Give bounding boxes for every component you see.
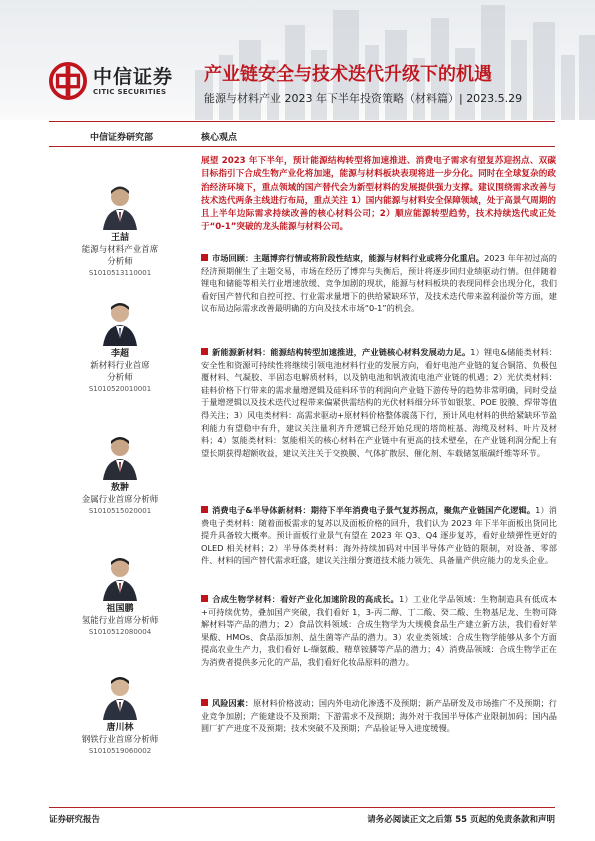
analyst-card [60,432,180,517]
bullet-square-icon [201,699,208,706]
section-body: 1）锂电&储能类材料：安全性和资源可持续性将继续引领电池材料行业的发展方向，看好电池产业链的复合铜箔、负极包覆材料、气凝胶、半固态电解质材料，以及钠电池和钒液流电池产业链的机遇；2）光伏类材料：硅料价格下行带来的需求量增逻辑及硅料环节的利润向产业链下游传导的趋势非常明确，同时受益于量增逻辑以及技术迭代过程带来偏紧供需结构的光伏材料细分环节如银浆、POE 胶膜、焊带等值得关注；3）风电类材料：高需求驱动+原材料价格整体震荡下行，预计风电材料的供给紧缺环节盈利能力有望稳中有升，建议关注量利齐升逻辑已经开始兑现的塔筒桩基、海缆及材料、叶片及材料；4）氢能类材料：氢能相关的核心材料在产业链中有更高的技术壁垒，在产业链利润分配上有望长期获得超额收益，建议关注关于交换膜、气体扩散层、催化剂、车载储氢瓶碳纤维等环节。 [201,347,557,458]
analyst-photo-icon [100,432,140,480]
logo-english-name: CITIC SECURITIES [93,88,167,96]
header-divider [49,121,555,122]
analyst-license-id: S1010515020001 [88,507,152,515]
analyst-name: 李超 [110,349,129,359]
analyst-title-line2: 分析师 [107,373,133,383]
analyst-title: 钢铁行业首席分析师 [81,735,159,745]
analyst-title: 氢能行业首席分析师 [81,616,159,626]
analyst-name: 祖国鹏 [106,604,134,614]
analyst-photo-icon [100,182,140,230]
analyst-card [60,298,180,395]
core-views-summary: 展望 2023 年下半年，预计能源结构转型将加速推进、消费电子需求有望复苏迎拐点、双碳目标指引下合成生物产业化将加速，能源与材料板块表现将进一步分化。同时在全球复杂的政治经济环境下，重点领域的国产替代会为新型材料的发展提供强力支撑。建议围绕需求改善与技术迭代两条主线进行布局，重点关注 1）国内能源与材料安全保障领域，处于高景气周期的且上半年边际需求持续改善的核心材料公司；2）顺应能源转型趋势，技术持续迭代或正处于“0-1”突破的龙头能源与材料公司。 [201,156,556,233]
analyst-title: 金属行业首席分析师 [81,495,159,505]
section-synthetic-biology [201,593,557,669]
analyst-title: 新材料行业首席 [90,361,150,371]
section-market-review [201,252,557,315]
analyst-license-id: S1010513110001 [88,269,152,277]
analyst-card [60,182,180,279]
section-consumer-semiconductor [201,504,557,567]
research-dept-heading: 中信证券研究部 [90,133,154,143]
footer-disclaimer: 请务必阅读正文之后第 55 页起的免责条款和声明 [367,815,555,825]
section-heading: 新能源新材料：能源结构转型加速推进，产业链核心材料发展动力足。 [212,347,471,357]
analyst-card [60,672,180,757]
analyst-card [60,553,180,638]
section-divider [49,146,555,147]
section-body: 1）消费电子类材料：随着面板需求的复苏以及面板价格的回升，我们认为 2023 年下半年面板出货同比提升具备较大概率。预计面板行业景气有望在 2023 年 Q3、Q4 逐步复苏，看好业绩弹性更好的 OLED 相关材料；2）半导体类材料：海外持续加码对中国半导体产业链的限制，对设备、零部件、材料的国产替代需求旺盛，建议关注细分赛道技术能力领先、具备量产供应能力的龙头企业。 [201,505,557,566]
analyst-name: 王喆 [110,233,129,243]
section-body: 1）工业化学品领域：生物制造具有低成本+可持续优势，叠加国产突破，我们看好 1，3-丙二醇、丁二酸、癸二酸、生物基尼龙、生物可降解材料等产品的潜力；2）食品饮料领域：合成生物学为大规模食品生产建立新方法，我们看好苹果酸、HMOs、食品添加剂、益生菌等产品的潜力。3）农业类领域：合成生物学能够从多个方面提高农业生产力，我们看好 L-缬氨酸、精草铵膦等产品的潜力；4）消费品领域：合成生物学正在为消费者提供多元化的产品，我们看好化妆品原料的潜力。 [201,594,557,667]
report-title: 产业链安全与技术迭代升级下的机遇 [204,64,492,85]
section-body: 原材料价格波动；国内外电动化渗透不及预期；新产品研发及市场推广不及预期；行业竞争加剧；产能建设不及预期；下游需求不及预期；海外对于我国半导体产业限制加码；国内晶圆厂扩产进度不及预期；技术突破不及预期；产品验证导入进度缓慢。 [201,698,557,734]
bullet-square-icon [201,254,208,261]
section-new-energy-materials [201,346,557,459]
section-heading: 风险因素： [212,698,254,708]
section-heading: 消费电子&半导体新材料：期待下半年消费电子景气复苏拐点，聚焦产业链国产化逻辑。 [212,505,536,515]
analyst-name: 敖翀 [110,483,129,493]
analyst-photo-icon [100,672,140,720]
report-subtitle: 能源与材料产业 2023 年下半年投资策略（材料篇）| 2023.5.29 [204,92,523,105]
analyst-title: 能源与材料产业首席 [81,245,159,255]
bullet-square-icon [201,348,208,355]
section-heading: 市场回顾：主题博弈行情或将阶段性结束，能源与材料行业或将分化重启。 [212,253,485,263]
core-views-heading: 核心观点 [201,133,238,143]
analyst-license-id: S1010520010001 [88,385,152,393]
analyst-name: 唐川林 [106,723,134,733]
footer-report-type: 证券研究报告 [49,815,101,825]
citic-logo [49,62,173,100]
footer-divider [49,807,555,808]
analyst-photo-icon [100,553,140,601]
bullet-square-icon [201,595,208,602]
section-risk-factors [201,697,557,735]
analyst-license-id: S1010512080004 [88,628,152,636]
analyst-photo-icon [100,298,140,346]
section-body: 2023 年年初过高的经济预期催生了主题交易，市场在经历了博弈与失衡后，预计将逐步回归业绩驱动行情。但伴随着锂电和储能等相关行业增速放缓、竞争加剧的现状，能源与材料板块的表现同样会出现分化，我们看好国产替代和自控可控、行业需求量增下的供给紧缺环节，及技术迭代带来盈利溢价等方面，建议布局边际需求改善最明确的方向及技术市场“0-1”的机会。 [201,253,557,314]
analyst-title-line2: 分析师 [107,257,133,267]
citic-logo-icon [49,62,87,100]
section-heading: 合成生物学材料：看好产业化加速阶段的高成长。 [212,594,400,604]
bullet-square-icon [201,506,208,513]
analyst-license-id: S1010519060002 [88,747,152,755]
logo-chinese-name: 中信证券 [93,66,174,88]
